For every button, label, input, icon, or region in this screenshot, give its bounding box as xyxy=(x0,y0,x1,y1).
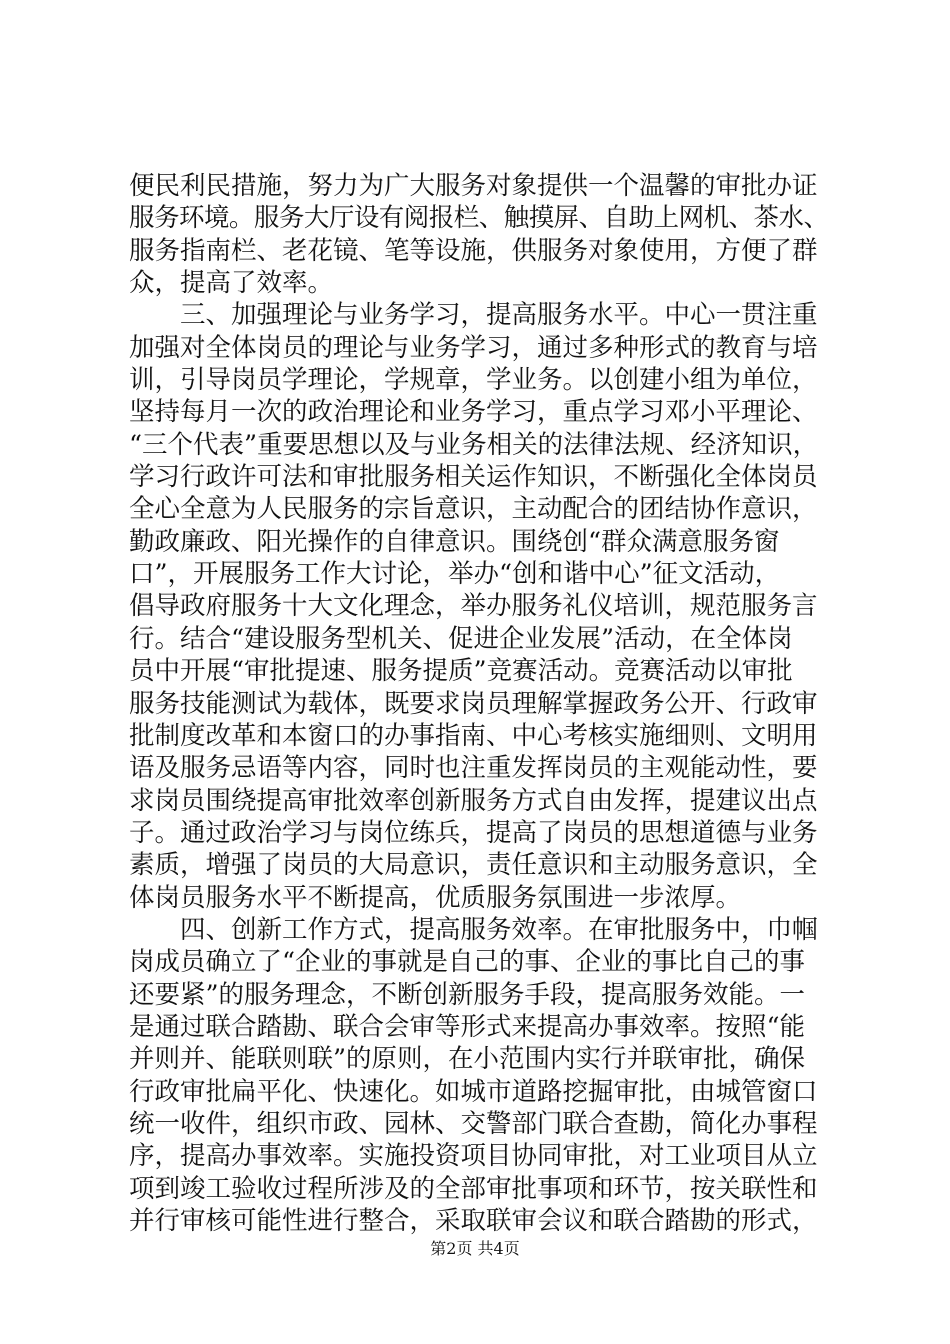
text-line: “三个代表”重要思想以及与业务相关的法律法规、经济知识， xyxy=(129,429,819,460)
text-line: 语及服务忌语等内容，同时也注重发挥岗员的主观能动性，要 xyxy=(129,753,818,784)
text-line: 是通过联合踏勘、联合会审等形式来提高办事效率。按照“能 xyxy=(129,1011,806,1042)
text-line: 服务技能测试为载体，既要求岗员理解掌握政务公开、行政审 xyxy=(129,688,818,719)
text-line: 服务指南栏、老花镜、笔等设施，供服务对象使用，方便了群 xyxy=(129,235,818,266)
text-line: 统一收件，组织市政、园林、交警部门联合查勘，简化办事程 xyxy=(129,1108,818,1139)
text-line: 子。通过政治学习与岗位练兵，提高了岗员的思想道德与业务 xyxy=(129,817,818,848)
text-line: 素质，增强了岗员的大局意识，责任意识和主动服务意识，全 xyxy=(129,850,818,881)
text-line: 学习行政许可法和审批服务相关运作知识，不断强化全体岗员 xyxy=(129,462,818,493)
text-line: 行政审批扁平化、快速化。如城市道路挖掘审批，由城管窗口 xyxy=(129,1076,818,1107)
text-line: 四、创新工作方式，提高服务效率。在审批服务中，巾帼 xyxy=(129,914,818,945)
text-line: 口”，开展服务工作大讨论，举办“创和谐中心”征文活动， xyxy=(129,559,781,590)
text-line: 项到竣工验收过程所涉及的全部审批事项和环节，按关联性和 xyxy=(129,1173,818,1204)
text-line: 并则并、能联则联”的原则，在小范围内实行并联审批，确保 xyxy=(129,1044,806,1075)
text-line: 并行审核可能性进行整合，采取联审会议和联合踏勘的形式， xyxy=(129,1206,818,1236)
text-line: 勤政廉政、阳光操作的自律意识。围绕创“群众满意服务窗 xyxy=(129,526,780,557)
text-line: 坚持每月一次的政治理论和业务学习，重点学习邓小平理论、 xyxy=(129,397,818,428)
text-line: 体岗员服务水平不断提高，优质服务氛围进一步浓厚。 xyxy=(129,882,742,913)
text-line: 行。结合“建设服务型机关、促进企业发展”活动，在全体岗 xyxy=(129,623,793,654)
text-line: 训，引导岗员学理论，学规章，学业务。以创建小组为单位， xyxy=(129,365,818,396)
document-body xyxy=(129,170,829,1237)
text-line: 岗成员确立了“企业的事就是自己的事、企业的事比自己的事 xyxy=(129,947,806,978)
text-line: 众，提高了效率。 xyxy=(129,268,334,299)
text-line: 员中开展“审批提速、服务提质”竞赛活动。竞赛活动以审批 xyxy=(129,656,793,687)
page-footer: 第2页 共4页 xyxy=(430,1239,520,1258)
text-line: 便民利民措施，努力为广大服务对象提供一个温馨的审批办证 xyxy=(129,171,818,201)
text-line: 批制度改革和本窗口的办事指南、中心考核实施细则、文明用 xyxy=(129,720,818,751)
text-line: 服务环境。服务大厅设有阅报栏、触摸屏、自助上网机、茶水、 xyxy=(129,203,829,234)
text-line: 全心全意为人民服务的宗旨意识，主动配合的团结协作意识， xyxy=(129,494,818,525)
text-line: 序，提高办事效率。实施投资项目协同审批，对工业项目从立 xyxy=(129,1141,818,1172)
text-line: 倡导政府服务十大文化理念，举办服务礼仪培训，规范服务言 xyxy=(129,591,818,622)
text-line: 求岗员围绕提高审批效率创新服务方式自由发挥，提建议出点 xyxy=(129,785,818,816)
text-line: 加强对全体岗员的理论与业务学习，通过多种形式的教育与培 xyxy=(129,332,818,363)
text-line: 三、加强理论与业务学习，提高服务水平。中心一贯注重 xyxy=(129,300,818,331)
text-line: 还要紧”的服务理念，不断创新服务手段，提高服务效能。一 xyxy=(129,979,806,1010)
